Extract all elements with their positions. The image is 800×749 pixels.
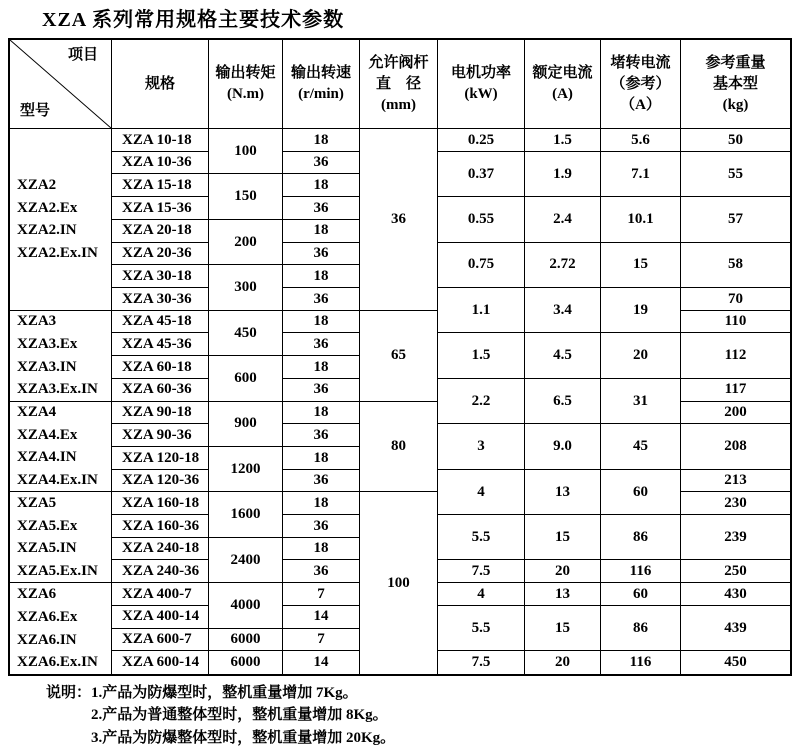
cell-weight: 230 xyxy=(681,492,790,515)
cell-specs: XZA 30-18 xyxy=(112,265,209,288)
cell-torque: 6000 xyxy=(209,651,283,674)
cell-specs: XZA 600-14 xyxy=(112,651,209,674)
cell-speed: 18 xyxy=(283,447,360,470)
model-label: XZA5.Ex xyxy=(17,517,78,534)
cell-current: 1.5 xyxy=(525,129,601,152)
cell-specs: XZA 90-18 xyxy=(112,402,209,425)
cell-weight: 430 xyxy=(681,583,790,606)
cell-current: 20 xyxy=(525,651,601,674)
cell-weight: 250 xyxy=(681,560,790,583)
cell-speed: 18 xyxy=(283,265,360,288)
notes-label: 说明： xyxy=(46,685,92,701)
corner-label-model: 型号 xyxy=(20,102,51,119)
model-label: XZA5.IN xyxy=(17,540,77,557)
cell-speed: 18 xyxy=(283,220,360,243)
cell-power: 0.25 xyxy=(438,129,525,152)
cell-specs: XZA 20-36 xyxy=(112,243,209,266)
cell-torque: 150 xyxy=(209,174,283,219)
model-label: XZA3.Ex xyxy=(17,335,78,352)
model-label: XZA4.IN xyxy=(17,449,77,466)
cell-specs: XZA 20-18 xyxy=(112,220,209,243)
model-label: XZA4 xyxy=(17,404,57,421)
model-group-cell xyxy=(10,402,112,493)
cell-speed: 36 xyxy=(283,333,360,356)
cell-specs: XZA 10-36 xyxy=(112,152,209,175)
cell-current: 13 xyxy=(525,583,601,606)
cell-specs: XZA 160-36 xyxy=(112,515,209,538)
cell-current: 13 xyxy=(525,470,601,515)
cell-power: 2.2 xyxy=(438,379,525,424)
note-items xyxy=(91,682,395,749)
cell-torque: 450 xyxy=(209,311,283,356)
model-group-cell xyxy=(10,311,112,402)
model-label: XZA2.Ex xyxy=(17,199,78,216)
cell-speed: 36 xyxy=(283,152,360,175)
cell-specs: XZA 60-36 xyxy=(112,379,209,402)
cell-specs: XZA 15-18 xyxy=(112,174,209,197)
cell-current: 2.4 xyxy=(525,197,601,242)
cell-weight: 57 xyxy=(681,197,790,242)
cell-speed: 18 xyxy=(283,174,360,197)
col-header-power: 电机功率 (kW) xyxy=(438,40,525,129)
model-label: XZA4.Ex xyxy=(17,426,78,443)
cell-current: 3.4 xyxy=(525,288,601,333)
cell-speed: 36 xyxy=(283,424,360,447)
cell-diameter: 80 xyxy=(360,402,438,493)
cell-speed: 36 xyxy=(283,379,360,402)
cell-weight: 70 xyxy=(681,288,790,311)
cell-torque: 6000 xyxy=(209,629,283,652)
cell-weight: 239 xyxy=(681,515,790,560)
cell-speed: 36 xyxy=(283,288,360,311)
note-item: 2.产品为普通整体型时，整机重量增加 8Kg。 xyxy=(91,707,388,724)
cell-torque: 2400 xyxy=(209,538,283,583)
col-header-stall: 堵转电流 （参考） （A） xyxy=(601,40,681,129)
cell-stall: 15 xyxy=(601,243,681,288)
cell-speed: 7 xyxy=(283,629,360,652)
cell-current: 15 xyxy=(525,606,601,651)
cell-power: 4 xyxy=(438,470,525,515)
cell-specs: XZA 240-18 xyxy=(112,538,209,561)
cell-stall: 10.1 xyxy=(601,197,681,242)
cell-torque: 600 xyxy=(209,356,283,401)
model-label: XZA6.Ex.IN xyxy=(17,654,98,671)
model-group-cell xyxy=(10,583,112,674)
cell-specs: XZA 60-18 xyxy=(112,356,209,379)
cell-diameter: 36 xyxy=(360,129,438,311)
cell-diameter: 100 xyxy=(360,492,438,674)
spec-table xyxy=(8,38,792,676)
cell-weight: 110 xyxy=(681,311,790,334)
cell-current: 6.5 xyxy=(525,379,601,424)
model-label: XZA3 xyxy=(17,313,57,330)
cell-power: 1.5 xyxy=(438,333,525,378)
cell-weight: 55 xyxy=(681,152,790,197)
cell-current: 4.5 xyxy=(525,333,601,378)
cell-stall: 60 xyxy=(601,470,681,515)
cell-weight: 208 xyxy=(681,424,790,469)
cell-current: 20 xyxy=(525,560,601,583)
note-item: 1.产品为防爆型时，整机重量增加 7Kg。 xyxy=(91,685,358,701)
cell-weight: 450 xyxy=(724,654,747,671)
cell-power: 0.37 xyxy=(438,152,525,197)
cell-speed: 14 xyxy=(283,606,360,629)
cell-weight: 112 xyxy=(681,333,790,378)
cell-stall: 31 xyxy=(601,379,681,424)
cell-weight: 58 xyxy=(681,243,790,288)
model-label: XZA6.IN xyxy=(17,631,77,648)
cell-stall: 19 xyxy=(601,288,681,333)
cell-power: 1.1 xyxy=(438,288,525,333)
model-label: XZA5 xyxy=(17,494,57,511)
cell-power: 0.55 xyxy=(438,197,525,242)
model-group-cell xyxy=(10,129,112,311)
corner-cell xyxy=(10,40,112,129)
cell-stall: 86 xyxy=(601,606,681,651)
cell-specs: XZA 400-14 xyxy=(112,606,209,629)
note-item: 3.产品为防爆整体型时，整机重量增加 20Kg。 xyxy=(91,729,396,746)
cell-speed: 36 xyxy=(283,197,360,220)
model-label: XZA2.Ex.IN xyxy=(17,245,98,262)
cell-speed: 7 xyxy=(283,583,360,606)
cell-specs: XZA 45-36 xyxy=(112,333,209,356)
cell-current: 15 xyxy=(525,515,601,560)
cell-torque: 1600 xyxy=(209,492,283,537)
cell-power: 5.5 xyxy=(438,515,525,560)
model-label: XZA6 xyxy=(17,586,57,603)
cell-power: 0.75 xyxy=(438,243,525,288)
cell-specs: XZA 120-36 xyxy=(112,470,209,493)
cell-speed: 36 xyxy=(283,470,360,493)
cell-power: 5.5 xyxy=(438,606,525,651)
cell-torque: 900 xyxy=(209,402,283,447)
cell-stall: 86 xyxy=(601,515,681,560)
cell-speed: 18 xyxy=(283,311,360,334)
cell-specs: XZA 15-36 xyxy=(112,197,209,220)
cell-torque: 200 xyxy=(209,220,283,265)
cell-speed: 18 xyxy=(283,492,360,515)
cell-stall: 7.1 xyxy=(601,152,681,197)
model-label: XZA6.Ex xyxy=(17,608,78,625)
cell-diameter: 65 xyxy=(360,311,438,402)
cell-speed: 18 xyxy=(283,402,360,425)
model-label: XZA3.Ex.IN xyxy=(17,381,98,398)
cell-speed: 18 xyxy=(283,356,360,379)
cell-speed: 36 xyxy=(283,515,360,538)
cell-current: 2.72 xyxy=(525,243,601,288)
model-label: XZA4.Ex.IN xyxy=(17,472,98,489)
cell-torque: 100 xyxy=(209,129,283,174)
col-header-diameter: 允许阀杆 直 径 (mm) xyxy=(360,40,438,129)
cell-specs: XZA 400-7 xyxy=(112,583,209,606)
cell-specs: XZA 240-36 xyxy=(112,560,209,583)
cell-stall: 20 xyxy=(601,333,681,378)
cell-specs: XZA 45-18 xyxy=(112,311,209,334)
cell-torque: 1200 xyxy=(209,447,283,492)
cell-torque: 4000 xyxy=(209,583,283,628)
cell-weight: 117 xyxy=(681,379,790,402)
cell-power: 7.5 xyxy=(438,651,525,674)
cell-current: 1.9 xyxy=(525,152,601,197)
cell-stall: 116 xyxy=(601,651,681,674)
col-header-speed: 输出转速 (r/min) xyxy=(283,40,360,129)
cell-weight: 50 xyxy=(681,129,790,152)
cell-speed: 14 xyxy=(283,651,360,674)
cell-stall: 60 xyxy=(601,583,681,606)
col-header-weight: 参考重量 基本型 (kg) xyxy=(681,40,790,129)
cell-specs: XZA 600-7 xyxy=(112,629,209,652)
model-label: XZA2.IN xyxy=(17,222,77,239)
cell-current: 9.0 xyxy=(525,424,601,469)
cell-stall: 5.6 xyxy=(601,129,681,152)
notes xyxy=(46,682,395,749)
cell-torque: 300 xyxy=(209,265,283,310)
page-title: XZA 系列常用规格主要技术参数 xyxy=(42,9,345,31)
cell-power: 3 xyxy=(438,424,525,469)
cell-speed: 36 xyxy=(283,243,360,266)
cell-specs: XZA 160-18 xyxy=(112,492,209,515)
model-label: XZA5.Ex.IN xyxy=(17,562,98,579)
cell-stall: 116 xyxy=(601,560,681,583)
cell-specs: XZA 90-36 xyxy=(112,424,209,447)
cell-speed: 18 xyxy=(283,538,360,561)
cell-power: 7.5 xyxy=(438,560,525,583)
col-header-spec: 规格 xyxy=(112,40,209,129)
cell-specs: XZA 30-36 xyxy=(112,288,209,311)
corner-label-item: 项目 xyxy=(67,47,98,63)
col-header-torque: 输出转矩 (N.m) xyxy=(209,40,283,129)
model-label: XZA3.IN xyxy=(17,358,77,375)
cell-specs: XZA 120-18 xyxy=(112,447,209,470)
cell-specs: XZA 10-18 xyxy=(112,129,209,152)
col-header-current: 额定电流 (A) xyxy=(525,40,601,129)
cell-speed: 18 xyxy=(283,129,360,152)
cell-stall: 45 xyxy=(601,424,681,469)
cell-weight: 439 xyxy=(681,606,790,651)
model-label: XZA2 xyxy=(17,176,57,193)
cell-weight: 213 xyxy=(681,470,790,493)
cell-power: 4 xyxy=(438,583,525,606)
cell-speed: 36 xyxy=(283,560,360,583)
cell-weight: 200 xyxy=(681,402,790,425)
model-group-cell xyxy=(10,492,112,583)
